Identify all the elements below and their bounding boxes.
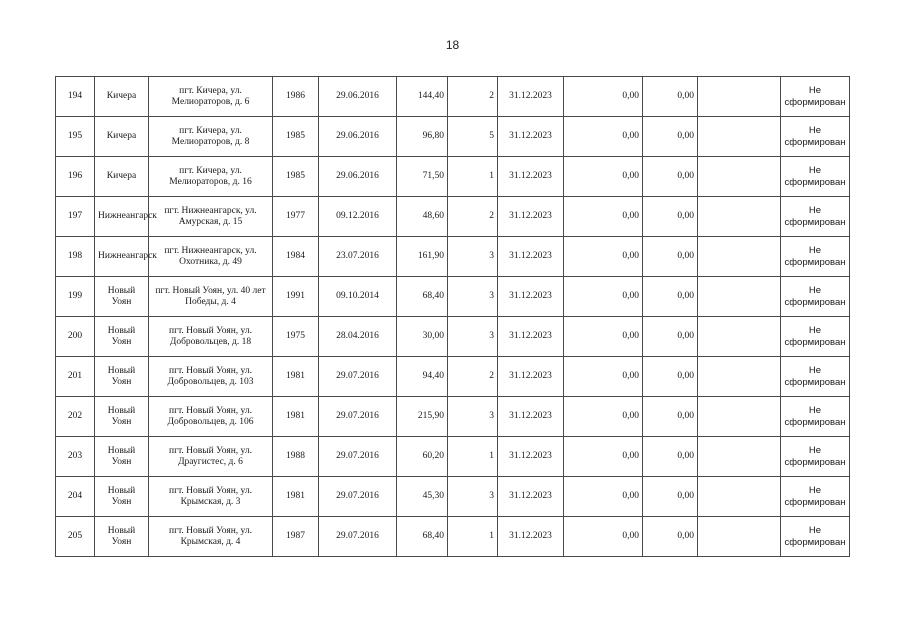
value-1-cell: 0,00 xyxy=(564,277,643,317)
address-cell: пгт. Кичера, ул. Мелиораторов, д. 6 xyxy=(149,77,273,117)
address-cell: пгт. Новый Уоян, ул. Крымская, д. 4 xyxy=(149,517,273,557)
area-cell: 45,30 xyxy=(397,477,448,517)
deadline-cell: 31.12.2023 xyxy=(498,357,564,397)
deadline-cell: 31.12.2023 xyxy=(498,157,564,197)
value-1-cell: 0,00 xyxy=(564,437,643,477)
area-cell: 30,00 xyxy=(397,317,448,357)
value-1-cell: 0,00 xyxy=(564,357,643,397)
residents-count-cell: 3 xyxy=(448,237,498,277)
empty-cell xyxy=(698,77,781,117)
residents-count-cell: 3 xyxy=(448,477,498,517)
area-cell: 60,20 xyxy=(397,437,448,477)
status-cell: Не сформирован xyxy=(781,237,850,277)
empty-cell xyxy=(698,397,781,437)
value-1-cell: 0,00 xyxy=(564,197,643,237)
settlement-cell: Новый Уоян xyxy=(95,357,149,397)
settlement-cell: Новый Уоян xyxy=(95,397,149,437)
year-built-cell: 1977 xyxy=(273,197,319,237)
status-cell: Не сформирован xyxy=(781,317,850,357)
recognition-date-cell: 29.06.2016 xyxy=(319,117,397,157)
empty-cell xyxy=(698,477,781,517)
empty-cell xyxy=(698,357,781,397)
value-2-cell: 0,00 xyxy=(643,477,698,517)
address-cell: пгт. Нижнеангарск, ул. Охотника, д. 49 xyxy=(149,237,273,277)
recognition-date-cell: 29.07.2016 xyxy=(319,357,397,397)
status-cell: Не сформирован xyxy=(781,277,850,317)
settlement-cell: Новый Уоян xyxy=(95,477,149,517)
area-cell: 144,40 xyxy=(397,77,448,117)
row-number-cell: 201 xyxy=(56,357,95,397)
status-cell: Не сформирован xyxy=(781,157,850,197)
row-number-cell: 200 xyxy=(56,317,95,357)
empty-cell xyxy=(698,517,781,557)
empty-cell xyxy=(698,117,781,157)
status-cell: Не сформирован xyxy=(781,77,850,117)
deadline-cell: 31.12.2023 xyxy=(498,117,564,157)
recognition-date-cell: 29.06.2016 xyxy=(319,77,397,117)
residents-count-cell: 2 xyxy=(448,197,498,237)
status-cell: Не сформирован xyxy=(781,117,850,157)
recognition-date-cell: 29.07.2016 xyxy=(319,437,397,477)
status-cell: Не сформирован xyxy=(781,357,850,397)
address-cell: пгт. Нижнеангарск, ул. Амурская, д. 15 xyxy=(149,197,273,237)
year-built-cell: 1988 xyxy=(273,437,319,477)
settlement-cell: Кичера xyxy=(95,157,149,197)
area-cell: 68,40 xyxy=(397,277,448,317)
residents-count-cell: 5 xyxy=(448,117,498,157)
area-cell: 215,90 xyxy=(397,397,448,437)
table-row xyxy=(56,277,850,317)
settlement-cell: Кичера xyxy=(95,77,149,117)
value-1-cell: 0,00 xyxy=(564,517,643,557)
residents-count-cell: 3 xyxy=(448,397,498,437)
year-built-cell: 1981 xyxy=(273,477,319,517)
recognition-date-cell: 09.12.2016 xyxy=(319,197,397,237)
table-row xyxy=(56,437,850,477)
settlement-cell: Нижнеангарск xyxy=(95,197,149,237)
deadline-cell: 31.12.2023 xyxy=(498,517,564,557)
row-number-cell: 205 xyxy=(56,517,95,557)
value-1-cell: 0,00 xyxy=(564,157,643,197)
deadline-cell: 31.12.2023 xyxy=(498,477,564,517)
empty-cell xyxy=(698,277,781,317)
year-built-cell: 1985 xyxy=(273,157,319,197)
recognition-date-cell: 29.07.2016 xyxy=(319,397,397,437)
area-cell: 94,40 xyxy=(397,357,448,397)
residents-count-cell: 1 xyxy=(448,517,498,557)
row-number-cell: 197 xyxy=(56,197,95,237)
table-row xyxy=(56,357,850,397)
status-cell: Не сформирован xyxy=(781,197,850,237)
area-cell: 48,60 xyxy=(397,197,448,237)
table-row xyxy=(56,317,850,357)
empty-cell xyxy=(698,197,781,237)
row-number-cell: 202 xyxy=(56,397,95,437)
area-cell: 68,40 xyxy=(397,517,448,557)
value-2-cell: 0,00 xyxy=(643,197,698,237)
table-body xyxy=(56,77,850,557)
empty-cell xyxy=(698,317,781,357)
deadline-cell: 31.12.2023 xyxy=(498,277,564,317)
value-1-cell: 0,00 xyxy=(564,117,643,157)
settlement-cell: Кичера xyxy=(95,117,149,157)
settlement-cell: Новый Уоян xyxy=(95,277,149,317)
deadline-cell: 31.12.2023 xyxy=(498,437,564,477)
value-1-cell: 0,00 xyxy=(564,77,643,117)
residents-count-cell: 1 xyxy=(448,437,498,477)
empty-cell xyxy=(698,237,781,277)
year-built-cell: 1981 xyxy=(273,397,319,437)
value-2-cell: 0,00 xyxy=(643,517,698,557)
value-2-cell: 0,00 xyxy=(643,117,698,157)
year-built-cell: 1975 xyxy=(273,317,319,357)
address-cell: пгт. Кичера, ул. Мелиораторов, д. 8 xyxy=(149,117,273,157)
row-number-cell: 199 xyxy=(56,277,95,317)
year-built-cell: 1984 xyxy=(273,237,319,277)
year-built-cell: 1986 xyxy=(273,77,319,117)
value-1-cell: 0,00 xyxy=(564,397,643,437)
residents-count-cell: 3 xyxy=(448,277,498,317)
value-2-cell: 0,00 xyxy=(643,157,698,197)
settlement-cell: Новый Уоян xyxy=(95,437,149,477)
deadline-cell: 31.12.2023 xyxy=(498,197,564,237)
residents-count-cell: 2 xyxy=(448,357,498,397)
year-built-cell: 1991 xyxy=(273,277,319,317)
status-cell: Не сформирован xyxy=(781,477,850,517)
address-cell: пгт. Кичера, ул. Мелиораторов, д. 16 xyxy=(149,157,273,197)
recognition-date-cell: 23.07.2016 xyxy=(319,237,397,277)
row-number-cell: 195 xyxy=(56,117,95,157)
address-cell: пгт. Новый Уоян, ул. Крымская, д. 3 xyxy=(149,477,273,517)
value-2-cell: 0,00 xyxy=(643,277,698,317)
status-cell: Не сформирован xyxy=(781,517,850,557)
empty-cell xyxy=(698,437,781,477)
table-row xyxy=(56,477,850,517)
settlement-cell: Новый Уоян xyxy=(95,317,149,357)
empty-cell xyxy=(698,157,781,197)
recognition-date-cell: 28.04.2016 xyxy=(319,317,397,357)
table-row xyxy=(56,397,850,437)
settlement-cell: Нижнеангарск xyxy=(95,237,149,277)
table-row xyxy=(56,517,850,557)
address-cell: пгт. Новый Уоян, ул. Драугистес, д. 6 xyxy=(149,437,273,477)
value-2-cell: 0,00 xyxy=(643,237,698,277)
row-number-cell: 194 xyxy=(56,77,95,117)
residents-count-cell: 1 xyxy=(448,157,498,197)
table-row xyxy=(56,157,850,197)
value-1-cell: 0,00 xyxy=(564,477,643,517)
area-cell: 71,50 xyxy=(397,157,448,197)
deadline-cell: 31.12.2023 xyxy=(498,237,564,277)
area-cell: 161,90 xyxy=(397,237,448,277)
address-cell: пгт. Новый Уоян, ул. Добровольцев, д. 18 xyxy=(149,317,273,357)
value-1-cell: 0,00 xyxy=(564,237,643,277)
area-cell: 96,80 xyxy=(397,117,448,157)
row-number-cell: 204 xyxy=(56,477,95,517)
page-number: 18 xyxy=(445,38,460,52)
year-built-cell: 1985 xyxy=(273,117,319,157)
settlement-cell: Новый Уоян xyxy=(95,517,149,557)
deadline-cell: 31.12.2023 xyxy=(498,397,564,437)
year-built-cell: 1981 xyxy=(273,357,319,397)
housing-registry-table xyxy=(55,76,850,557)
value-1-cell: 0,00 xyxy=(564,317,643,357)
row-number-cell: 196 xyxy=(56,157,95,197)
residents-count-cell: 2 xyxy=(448,77,498,117)
value-2-cell: 0,00 xyxy=(643,317,698,357)
row-number-cell: 203 xyxy=(56,437,95,477)
recognition-date-cell: 29.07.2016 xyxy=(319,517,397,557)
year-built-cell: 1987 xyxy=(273,517,319,557)
table-row xyxy=(56,197,850,237)
table-row xyxy=(56,77,850,117)
recognition-date-cell: 09.10.2014 xyxy=(319,277,397,317)
status-cell: Не сформирован xyxy=(781,397,850,437)
value-2-cell: 0,00 xyxy=(643,357,698,397)
address-cell: пгт. Новый Уоян, ул. Добровольцев, д. 106 xyxy=(149,397,273,437)
address-cell: пгт. Новый Уоян, ул. 40 лет Победы, д. 4 xyxy=(149,277,273,317)
value-2-cell: 0,00 xyxy=(643,397,698,437)
status-cell: Не сформирован xyxy=(781,437,850,477)
deadline-cell: 31.12.2023 xyxy=(498,77,564,117)
row-number-cell: 198 xyxy=(56,237,95,277)
address-cell: пгт. Новый Уоян, ул. Добровольцев, д. 103 xyxy=(149,357,273,397)
table-row xyxy=(56,117,850,157)
value-2-cell: 0,00 xyxy=(643,77,698,117)
deadline-cell: 31.12.2023 xyxy=(498,317,564,357)
table-row xyxy=(56,237,850,277)
residents-count-cell: 3 xyxy=(448,317,498,357)
value-2-cell: 0,00 xyxy=(643,437,698,477)
recognition-date-cell: 29.07.2016 xyxy=(319,477,397,517)
recognition-date-cell: 29.06.2016 xyxy=(319,157,397,197)
